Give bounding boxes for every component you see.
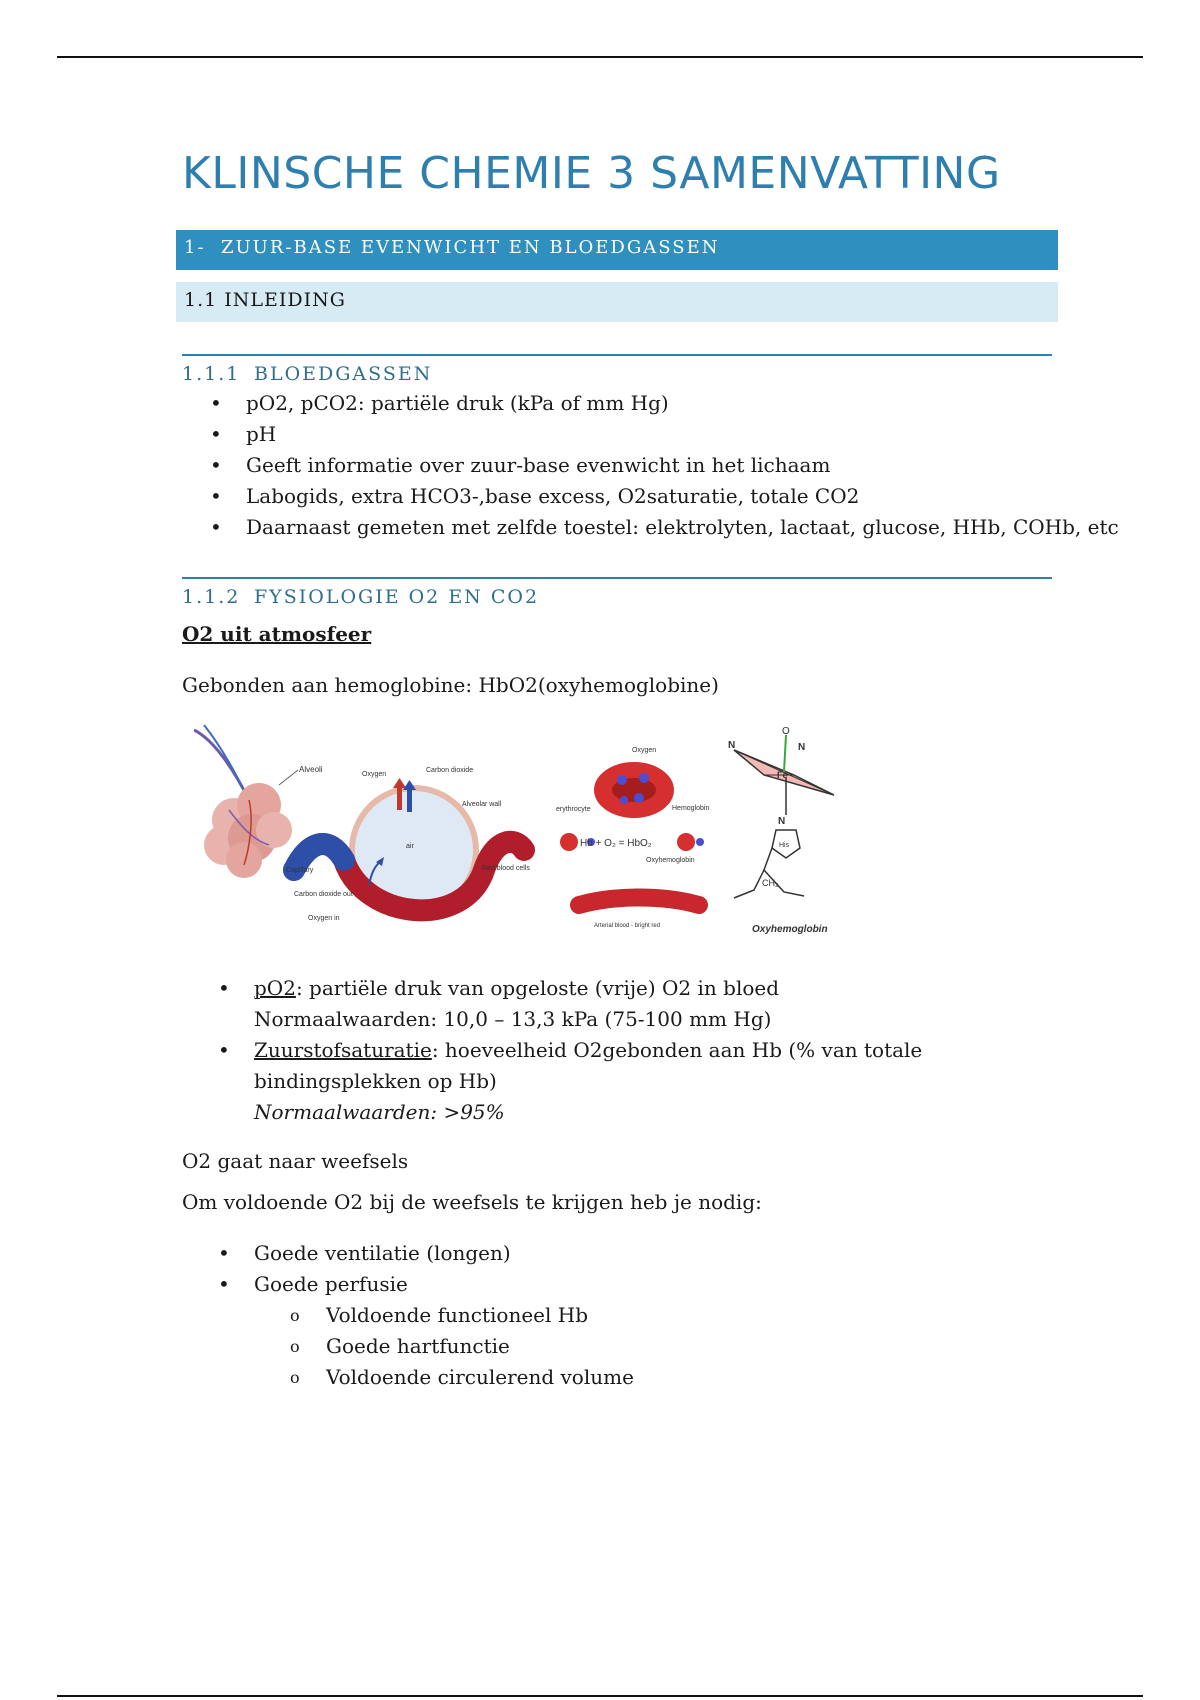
label-air: air: [406, 843, 414, 850]
label-oxyhemoglobin-small: Oxyhemoglobin: [646, 857, 695, 864]
perfusion-label: Goede perfusie: [254, 1272, 408, 1296]
label-arterial-blood: Arterial blood - bright red: [594, 923, 661, 929]
tissue-heading: O2 gaat naar weefsels: [182, 1149, 409, 1173]
chapter-heading: [176, 230, 1058, 270]
top-rule: [57, 56, 1143, 58]
hemoglobin-intro: Gebonden aan hemoglobine: HbO2(oxyhemoglobine): [182, 673, 719, 697]
label-iron: Fe: [777, 770, 788, 780]
subsection-label: BLOEDGASSEN: [254, 363, 433, 385]
oxygen-transport-figure: [194, 720, 864, 950]
subsection-number: 1.1.1: [182, 363, 241, 385]
sub-list-item: o Voldoende functioneel Hb: [326, 1300, 634, 1331]
label-oxyhemoglobin-caption: Oxyhemoglobin: [752, 924, 828, 935]
o2-atmosphere-heading: O2 uit atmosfeer: [182, 622, 372, 646]
sub-list-item: o Goede hartfunctie: [326, 1331, 634, 1362]
perfusion-sublist: [254, 1300, 634, 1393]
bloedgassen-list: [246, 388, 1119, 543]
label-oxygen-in: Oxygen in: [308, 915, 340, 922]
list-item: • pH: [246, 419, 1119, 450]
label-capillary: Capillary: [286, 867, 314, 874]
chapter-label: ZUUR-BASE EVENWICHT EN BLOEDGASSEN: [221, 237, 720, 258]
bottom-rule: [57, 1695, 1143, 1697]
list-item-saturation: [254, 1035, 1044, 1128]
chapter-number: 1-: [184, 237, 206, 258]
tissue-intro: Om voldoende O2 bij de weefsels te krijgen heb je nodig:: [182, 1190, 762, 1214]
label-nitrogen-2: N: [798, 742, 806, 753]
list-item: • Daarnaast gemeten met zelfde toestel: elektrolyten, lactaat, glucose, HHb, COHb, etc: [246, 512, 1119, 543]
label-oxygen-small: Oxygen: [632, 747, 657, 754]
label-equation: Hb + O₂ = HbO₂: [580, 838, 652, 849]
po2-description: : partiële druk van opgeloste (vrije) O2 in bloed: [295, 976, 780, 1000]
label-histidine: His: [779, 842, 790, 849]
label-alveolar-wall: Alveolar wall: [462, 801, 502, 808]
label-carbon-dioxide: Carbon dioxide: [426, 767, 474, 774]
label-ch2: CH₂: [762, 878, 779, 888]
label-hemoglobin: Hemoglobin: [672, 805, 710, 812]
section-heading: 1.1 INLEIDING: [176, 282, 1058, 322]
label-erythrocyte: erythrocyte: [556, 806, 591, 813]
erythrocyte-diagram: [560, 762, 704, 905]
subsection-heading-bloedgassen: [182, 354, 1052, 385]
subsection-heading-fysiologie: [182, 577, 1052, 608]
list-item: • pO2, pCO2: partiële druk (kPa of mm Hg): [246, 388, 1119, 419]
oxygen-transport-illustration: [194, 720, 864, 950]
saturation-term: Zuurstofsaturatie: [254, 1038, 432, 1062]
subsection-number: 1.1.2: [182, 586, 241, 608]
list-item-po2: [254, 973, 1044, 1035]
label-alveoli: Alveoli: [299, 765, 323, 774]
saturation-description: : hoeveelheid O2gebonden aan Hb (% van totale bindingsplekken op Hb): [254, 1038, 923, 1093]
sub-list-item: o Voldoende circulerend volume: [326, 1362, 634, 1393]
list-item: • Goede ventilatie (longen): [254, 1238, 634, 1269]
po2-term: pO2: [254, 976, 296, 1000]
saturation-normal-values: Normaalwaarden: >95%: [254, 1100, 505, 1124]
document-title: KLINSCHE CHEMIE 3 SAMENVATTING: [182, 148, 1001, 199]
label-red-blood-cells: Red blood cells: [482, 865, 530, 872]
label-nitrogen-3: N: [778, 816, 786, 827]
list-item: [254, 1269, 634, 1393]
subsection-label: FYSIOLOGIE O2 EN CO2: [254, 586, 540, 608]
label-carbon-dioxide-out: Carbon dioxide out: [294, 891, 353, 898]
list-item: • Geeft informatie over zuur-base evenwicht in het lichaam: [246, 450, 1119, 481]
alveoli-cluster: [194, 725, 292, 878]
label-oxygen: Oxygen: [362, 771, 387, 778]
oxygen-values-list: [254, 973, 1044, 1128]
po2-normal-values: Normaalwaarden: 10,0 – 13,3 kPa (75-100 mm Hg): [254, 1007, 772, 1031]
label-oxygen-atom: O: [782, 726, 790, 737]
needs-list: [254, 1238, 634, 1393]
label-nitrogen-1: N: [728, 740, 736, 751]
list-item: • Labogids, extra HCO3-,base excess, O2saturatie, totale CO2: [246, 481, 1119, 512]
